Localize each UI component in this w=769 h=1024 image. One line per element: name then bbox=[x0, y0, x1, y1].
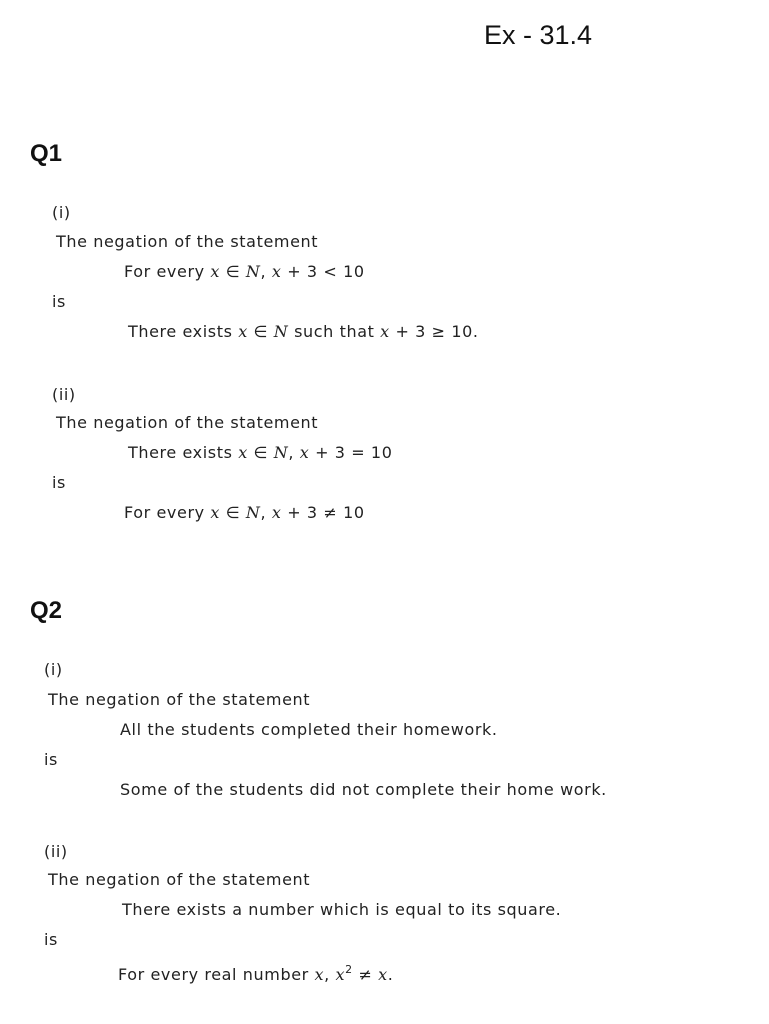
q2-part-i-negation: Some of the students did not complete their home work. bbox=[120, 780, 607, 799]
q2-part-ii-label: (ii) bbox=[44, 842, 68, 861]
q2-part-i-is: is bbox=[44, 750, 58, 769]
q1-part-ii-intro: The negation of the statement bbox=[56, 413, 319, 432]
q2-part-i-label: (i) bbox=[44, 660, 63, 679]
q1-part-i-intro: The negation of the statement bbox=[56, 232, 319, 251]
q2-part-i-statement: All the students completed their homework. bbox=[120, 720, 498, 739]
q1-part-i-negation: There exists x ∈ N such that x + 3 ≥ 10. bbox=[128, 322, 479, 341]
q2-part-i-intro: The negation of the statement bbox=[48, 690, 311, 709]
exercise-title: Ex - 31.4 bbox=[484, 20, 593, 50]
q2-part-ii-intro: The negation of the statement bbox=[48, 870, 311, 889]
question-2-label: Q2 bbox=[30, 597, 63, 624]
q1-part-ii-statement: There exists x ∈ N, x + 3 = 10 bbox=[128, 443, 393, 462]
q2-part-ii-negation: For every real number x, $x^2 \ne x$. bbox=[118, 963, 394, 984]
q1-part-i-label: (i) bbox=[52, 203, 71, 222]
question-1-label: Q1 bbox=[30, 140, 63, 167]
q2-part-ii-is: is bbox=[44, 930, 58, 949]
q1-part-i-statement: For every x ∈ N, x + 3 < 10 bbox=[124, 262, 365, 281]
q1-part-ii-is: is bbox=[52, 473, 66, 492]
q1-part-ii-negation: For every x ∈ N, x + 3 ≠ 10 bbox=[124, 503, 365, 522]
q1-part-ii-label: (ii) bbox=[52, 385, 76, 404]
q2-part-ii-statement: There exists a number which is equal to its square. bbox=[122, 900, 562, 919]
q1-part-i-is: is bbox=[52, 292, 66, 311]
